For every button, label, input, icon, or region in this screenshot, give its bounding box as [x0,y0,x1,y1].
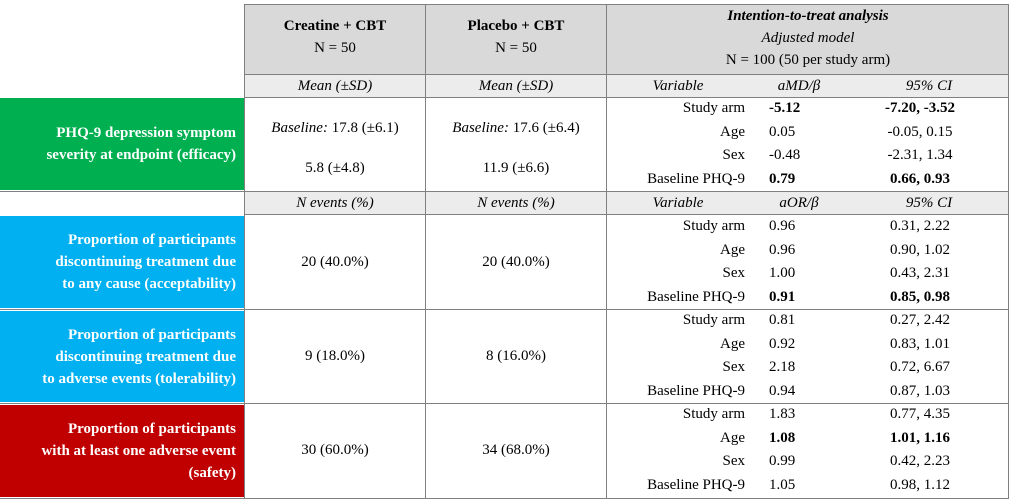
outcome-label-acceptability [0,216,244,308]
regression-variable: Age [720,335,745,352]
regression-estimate: 0.94 [769,382,796,399]
subheader1-variable: Variable [607,75,749,97]
header-col3-n: N = 100 (50 per study arm) [725,52,891,68]
outcome-label-tolerability [0,311,244,402]
outcome-label-line: discontinuing treatment due [55,348,236,365]
acceptability-col2-value: 20 (40.0%) [482,254,550,270]
regression-estimate: 0.79 [769,170,796,187]
regression-ci: 0.83, 1.01 [890,335,950,352]
rule [425,4,426,499]
subheader2-estimate: aOR/β [749,192,849,214]
regression-ci: 1.01, 1.16 [890,429,950,446]
outcome-label-efficacy [0,98,244,190]
rule [245,4,1009,5]
regression-variable: Baseline PHQ-9 [647,288,745,305]
outcome-label-line: discontinuing treatment due [55,254,236,270]
regression-ci: 0.87, 1.03 [890,382,950,399]
outcome-label-line: (safety) [188,465,236,481]
regression-variable: Study arm [682,100,745,116]
regression-variable: Age [720,429,745,446]
regression-ci: -0.05, 0.15 [887,123,953,140]
regression-ci: 0.90, 1.02 [890,241,950,258]
regression-variable: Baseline PHQ-9 [647,382,745,399]
regression-variable: Study arm [682,406,745,422]
header-col1-title: Creatine + CBT [283,18,387,34]
rule [606,4,607,499]
regression-variable: Sex [722,359,745,375]
subheader2-col2: N events (%) [426,192,606,214]
rule [245,214,1009,215]
regression-estimate: 0.91 [769,288,796,305]
outcome-label-line: Proportion of participants [67,232,236,248]
outcome-label-line: to adverse events (tolerability) [42,370,236,387]
header-col1-n: N = 50 [314,40,356,56]
regression-variable: Baseline PHQ-9 [647,170,745,187]
regression-variable: Baseline PHQ-9 [647,476,745,493]
regression-ci: 0.43, 2.31 [890,265,950,281]
regression-estimate: 1.05 [769,476,796,493]
subheader1-ci: 95% CI [849,75,1009,97]
rule [0,309,1009,310]
regression-ci: 0.31, 2.22 [890,218,950,234]
regression-estimate: 0.81 [769,312,796,328]
regression-variable: Study arm [682,312,745,328]
baseline-value: 17.8 (±6.1) [331,120,399,136]
regression-ci: 0.98, 1.12 [890,476,950,493]
rule [245,74,1009,75]
safety-col1-value: 30 (60.0%) [301,442,369,458]
outcome-label-line: severity at endpoint (efficacy) [46,147,236,163]
regression-estimate: 0.92 [769,335,796,352]
regression-estimate: 0.96 [769,241,796,258]
acceptability-col1-value: 20 (40.0%) [301,254,369,270]
baseline-value: 17.6 (±6.4) [512,120,580,136]
regression-estimate: 1.08 [769,429,796,446]
outcome-label-line: with at least one adverse event [41,443,236,459]
outcome-label-line: to any cause (acceptability) [62,276,236,292]
safety-col2-value: 34 (68.0%) [482,442,550,458]
rule [245,97,1009,98]
tolerability-col2-value: 8 (16.0%) [486,348,546,364]
baseline-label: Baseline: [271,120,328,136]
regression-estimate: 0.05 [769,123,796,140]
regression-ci: 0.77, 4.35 [890,406,950,422]
regression-ci: -7.20, -3.52 [885,100,955,116]
regression-ci: 0.27, 2.42 [890,312,950,328]
regression-variable: Sex [722,147,745,163]
subheader1-col1: Mean (±SD) [245,75,425,97]
regression-variable: Sex [722,453,745,469]
regression-estimate: 1.00 [769,265,796,281]
rule [0,403,1009,404]
header-col3-title: Intention-to-treat analysis [727,8,889,24]
rule [244,4,245,499]
regression-ci: 0.85, 0.98 [890,288,950,305]
regression-variable: Study arm [682,218,745,234]
rule [0,498,1009,499]
subheader2-ci: 95% CI [849,192,1009,214]
efficacy-col1-baseline [271,119,398,137]
regression-ci: 0.72, 6.67 [890,359,950,375]
regression-estimate: 1.83 [769,406,796,422]
subheader2-col1: N events (%) [245,192,425,214]
outcome-label-line: Proportion of participants [67,326,236,343]
rule [1008,4,1009,499]
regression-ci: 0.66, 0.93 [890,170,950,187]
regression-variable: Sex [722,265,745,281]
regression-ci: 0.42, 2.23 [890,453,950,469]
outcome-label-line: Proportion of participants [67,421,236,437]
baseline-label: Baseline: [452,120,509,136]
regression-estimate: 0.96 [769,218,796,234]
outcome-label-safety [0,405,244,497]
regression-variable: Age [720,123,745,140]
efficacy-col2-baseline [452,119,579,137]
regression-estimate: -0.48 [769,147,801,163]
regression-ci: -2.31, 1.34 [887,147,953,163]
header-col2-n: N = 50 [495,40,537,56]
subheader2-variable: Variable [607,192,749,214]
regression-estimate: 0.99 [769,453,796,469]
header-col3-sub: Adjusted model [761,30,855,46]
regression-estimate: -5.12 [769,100,801,116]
subheader1-col2: Mean (±SD) [426,75,606,97]
efficacy-col2-value: 11.9 (±6.6) [482,160,550,176]
outcome-label-line: PHQ-9 depression symptom [56,125,236,141]
regression-variable: Age [720,241,745,258]
subheader1-estimate: aMD/β [749,75,849,97]
header-col2-title: Placebo + CBT [467,18,565,34]
rule [0,191,1009,192]
regression-estimate: 2.18 [769,359,796,375]
efficacy-col1-value: 5.8 (±4.8) [305,160,365,176]
tolerability-col1-value: 9 (18.0%) [305,348,365,364]
